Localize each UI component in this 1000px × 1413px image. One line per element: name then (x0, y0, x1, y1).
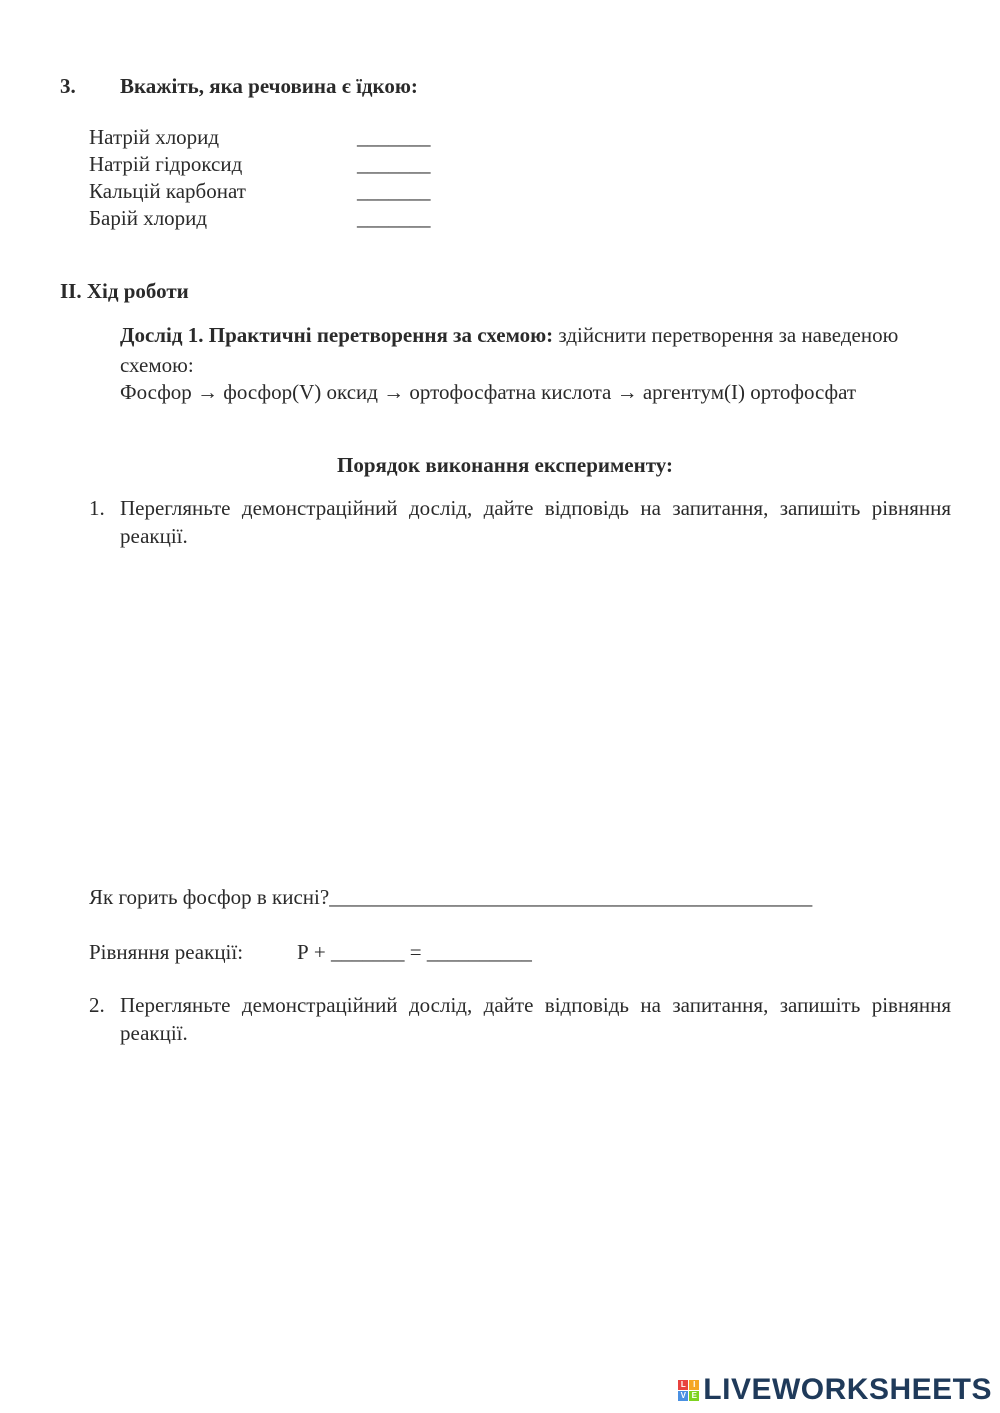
equation-blank[interactable]: Р + _______ = __________ (297, 940, 532, 964)
step-number: 2. (89, 993, 105, 1017)
reaction-scheme: Фосфор → фосфор(V) оксид → ортофосфатна кислота → аргентум(І) ортофосфат (120, 380, 857, 404)
logo-mark-letter: E (689, 1391, 699, 1401)
question-answer-blank[interactable]: ______________________________________________ (329, 885, 813, 909)
liveworksheets-logo (678, 1371, 992, 1409)
question-title: Вкажіть, яка речовина є їдкою: (120, 74, 418, 98)
step-number: 1. (89, 496, 105, 520)
step-item (89, 991, 951, 1047)
step-text: Перегляньте демонстраційний дослід, дайте відповідь на запитання, запишіть рівняння реакції. (120, 496, 951, 548)
question-number: 3. (60, 74, 76, 98)
option-label: Кальцій карбонат (89, 179, 246, 203)
section-title: ІІ. Хід роботи (60, 279, 189, 303)
question-line (89, 885, 812, 910)
order-title: Порядок виконання експерименту: (337, 453, 673, 477)
logo-mark-letter: V (678, 1391, 688, 1401)
answer-blank[interactable]: _______ (357, 152, 431, 176)
option-label: Натрій хлорид (89, 125, 220, 149)
answer-blank[interactable]: _______ (357, 179, 431, 203)
equation-line (89, 940, 532, 965)
logo-mark-letter: L (678, 1380, 688, 1390)
question-text: Як горить фосфор в кисні? (89, 885, 330, 909)
option-label: Натрій гідроксид (89, 152, 243, 176)
logo-mark-letter: I (689, 1380, 699, 1390)
step-text: Перегляньте демонстраційний дослід, дайте відповідь на запитання, запишіть рівняння реакції. (120, 993, 951, 1045)
answer-blank[interactable]: _______ (357, 125, 431, 149)
experiment-text: здійснити перетворення за наведеною схемою: (120, 323, 899, 377)
logo-text: LIVEWORKSHEETS (703, 1373, 992, 1406)
experiment-title: Дослід 1. Практичні перетворення за схемою: (120, 323, 554, 347)
step-item (89, 494, 951, 550)
equation-label: Рівняння реакції: (89, 940, 244, 964)
experiment-description (120, 320, 950, 380)
answer-blank[interactable]: _______ (357, 206, 431, 230)
logo-mark-icon (678, 1380, 699, 1401)
option-label: Барій хлорид (89, 206, 208, 230)
